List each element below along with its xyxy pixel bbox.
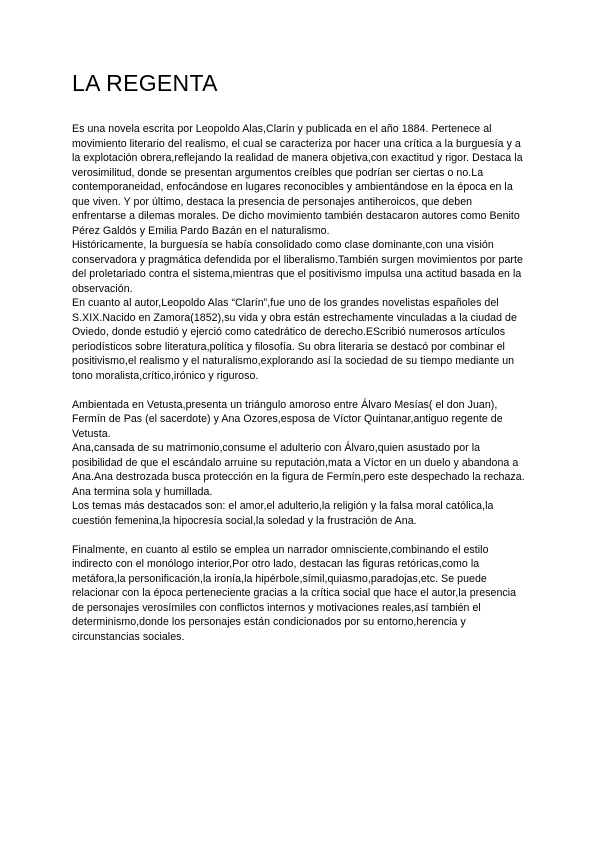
paragraph-style: Finalmente, en cuanto al estilo se emplea un narrador omnisciente,combinando el estilo indirecto con el monólogo interior,Por otro lado, destacan las figuras retóricas,como la metáfora,la personificación,la ironía,la hipérbole,símil,quiasmo,paradojas,etc. Se puede relacionar con la época perteneciente gracias a la crítica social que hace el autor,la presencia de personajes verosímiles con conflictos internos y motivaciones reales,así también el determinismo,donde los personajes están condicionados por su entorno,herencia y circunstancias sociales. (72, 543, 517, 643)
paragraph-spacer (72, 528, 528, 543)
paragraph-setting: Ambientada en Vetusta,presenta un triángulo amoroso entre Álvaro Mesías( el don Juan), Fermín de Pas (el sacerdote) y Ana Ozores,esposa de Víctor Quintanar,antiguo regente de Vetusta. (72, 398, 503, 440)
document-title: LA REGENTA (72, 70, 218, 96)
paragraph-history: Históricamente, la burguesía se había consolidado como clase dominante,con una visión conservadora y pragmática defendida por el liberalismo.También surgen movimientos por parte del proletariado contra el sistema,mientras que el positivismo impulsa una actitud basada en la observación. (72, 239, 523, 295)
document-body (72, 122, 528, 644)
paragraph-intro: Es una novela escrita por Leopoldo Alas,Clarín y publicada en el año 1884. Pertenece al movimiento literario del realismo, el cual se caracteriza por hacer una crítica a la burguesía y a la explotación obrera,reflejando la realidad de manera objetiva,con exactitud y rigor. Destaca la verosimilitud, donde se presentan argumentos creíbles que podrían ser ciertas o no.La contemporaneidad, enfocándose en lugares reconocibles y ambientándose en la época en la que viven. Y por último, destaca la presencia de personajes antiheroicos, que deben enfrentarse a dilemas morales. De dicho movimiento también destacaron autores como Benito Pérez Galdós y Emilia Pardo Bazán en el naturalismo. (72, 123, 523, 237)
paragraph-themes: Los temas más destacados son: el amor,el adulterio,la religión y la falsa moral católica,la cuestión femenina,la hipocresía social,la soledad y la frustración de Ana. (72, 500, 494, 527)
paragraph-plot: Ana,cansada de su matrimonio,consume el adulterio con Álvaro,quien asustado por la posibilidad de que el escándalo arruine su reputación,mata a Víctor en un duelo y abandona a Ana.Ana destrozada busca protección en la figura de Fermín,pero este despechado la rechaza. Ana termina sola y humillada. (72, 442, 525, 498)
paragraph-author: En cuanto al autor,Leopoldo Alas “Clarín”,fue uno de los grandes novelistas españoles del S.XIX.Nacido en Zamora(1852),su vida y obra están estrechamente vinculadas a la ciudad de Oviedo, donde estudió y ejerció como catedrático de derecho.EScribió numerosos artículos periodísticos sobre literatura,política y filosofía. Su obra literaria se destacó por combinar el positivismo,el realismo y el naturalismo,explorando así la sociedad de su tiempo mediante un tono moralista,crítico,irónico y riguroso. (72, 297, 517, 382)
paragraph-spacer (72, 383, 528, 398)
